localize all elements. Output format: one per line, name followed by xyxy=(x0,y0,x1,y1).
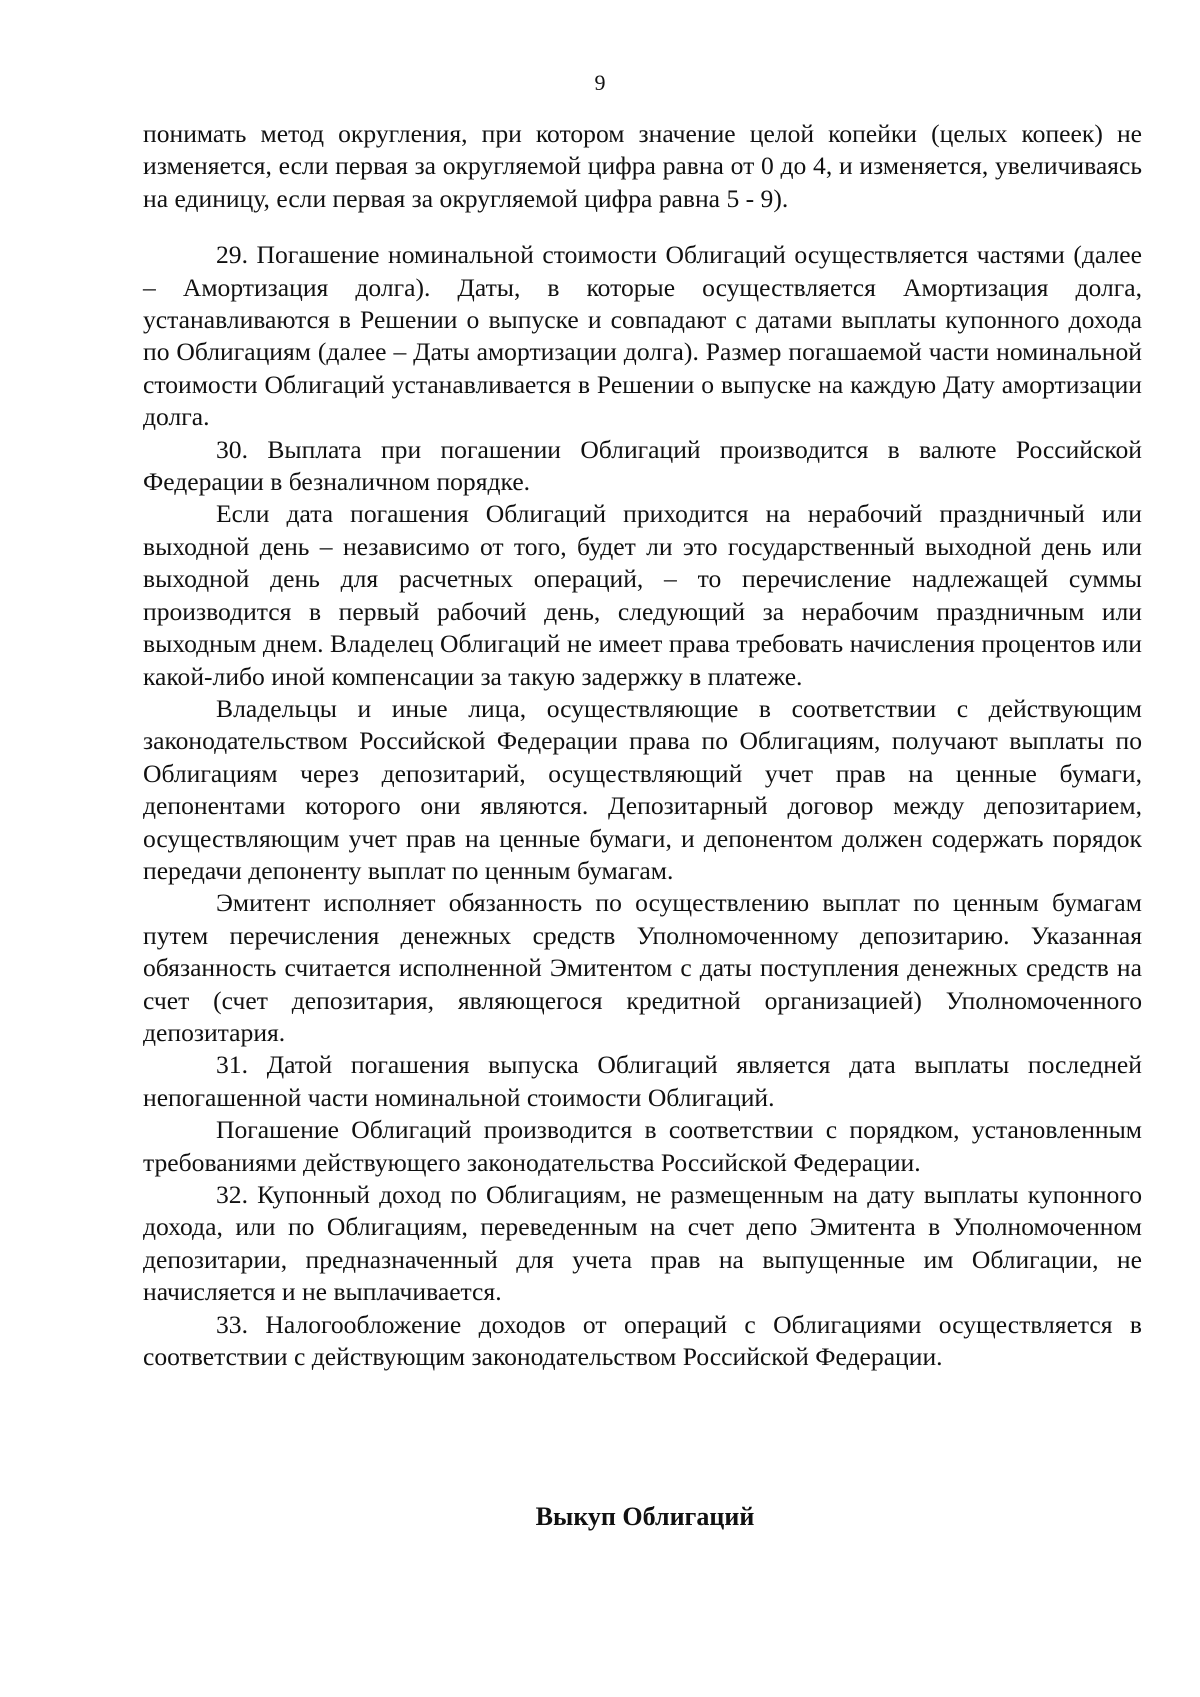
paragraph-redemption-order: Погашение Облигаций производится в соответствии с порядком, установленным требованиями действующего законодательства Российской Федерации. xyxy=(143,1115,1142,1177)
paragraph-29: 29. Погашение номинальной стоимости Облигаций осуществляется частями (далее – Амортизация долга). Даты, в которые осуществляется Амортизация долга, устанавливаются в Решении о выпуске и совпадают с датами выплаты купонного дохода по Облигациям (далее – Даты амортизации долга). Размер погашаемой части номинальной стоимости Облигаций устанавливается в Решении о выпуске на каждую Дату амортизации долга. xyxy=(143,240,1142,432)
paragraph-32: 32. Купонный доход по Облигациям, не размещенным на дату выплаты купонного дохода, или по Облигациям, переведенным на счет депо Эмитента в Уполномоченном депозитарии, предназначенный для учета прав на выпущенные им Облигации, не начисляется и не выплачивается. xyxy=(143,1180,1142,1307)
document-body xyxy=(143,118,1142,1373)
paragraph-33: 33. Налогообложение доходов от операций с Облигациями осуществляется в соответствии с действующим законодательством Российской Федерации. xyxy=(143,1309,1142,1372)
paragraph-holders-payments: Владельцы и иные лица, осуществляющие в соответствии с действующим законодательством Российской Федерации права по Облигациям, получают выплаты по Облигациям через депозитарий, осуществляющий учет прав на ценные бумаги, депонентами которого они являются. Депозитарный договор между депозитарием, осуществляющим учет прав на ценные бумаги, и депонентом должен содержать порядок передачи депоненту выплат по ценным бумагам. xyxy=(143,693,1142,885)
paragraph-issuer-obligation: Эмитент исполняет обязанность по осуществлению выплат по ценным бумагам путем перечисления денежных средств Уполномоченному депозитарию. Указанная обязанность считается исполненной Эмитентом с даты поступления денежных средств на счет (счет депозитария, являющегося кредитной организацией) Уполномоченного депозитария. xyxy=(143,888,1142,1047)
page-number: 9 xyxy=(594,70,606,95)
paragraph-rounding-continuation: понимать метод округления, при котором значение целой копейки (целых копеек) не изменяется, если первая за округляемой цифра равна от 0 до 4, и изменяется, увеличиваясь на единицу, если первая за округляемой цифра равна 5 - 9). xyxy=(143,119,1142,213)
paragraph-30: 30. Выплата при погашении Облигаций производится в валюте Российской Федерации в безналичном порядке. xyxy=(143,434,1142,497)
paragraph-holiday-rule: Если дата погашения Облигаций приходится на нерабочий праздничный или выходной день – независимо от того, будет ли это государственный выходной день или выходной день для расчетных операций, – то перечисление надлежащей суммы производится в первый рабочий день, следующий за нерабочим праздничным или выходным днем. Владелец Облигаций не имеет права требовать начисления процентов или какой-либо иной компенсации за такую задержку в платеже. xyxy=(143,499,1142,691)
paragraph-31: 31. Датой погашения выпуска Облигаций является дата выплаты последней непогашенной части номинальной стоимости Облигаций. xyxy=(143,1050,1142,1112)
section-heading: Выкуп Облигаций xyxy=(535,1502,755,1531)
